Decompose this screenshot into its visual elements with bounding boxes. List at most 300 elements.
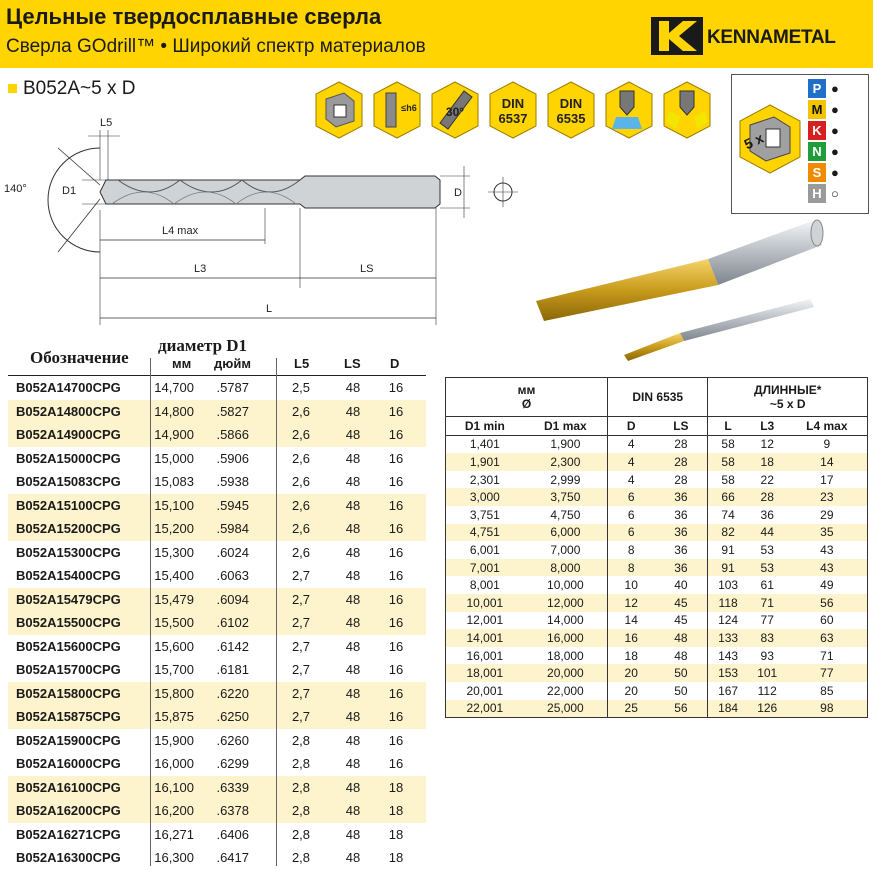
table-cell: 6 (627, 507, 635, 522)
table-cell: 43 (787, 559, 867, 577)
d1-label: D1 (62, 185, 77, 197)
table-cell: 1,401 (469, 437, 500, 452)
kennametal-logo (651, 17, 866, 55)
table-cell: .6417 (216, 850, 249, 865)
table-cell: 56 (787, 594, 867, 612)
table-cell: 48 (345, 380, 361, 395)
table-cell: 48 (345, 850, 361, 865)
table-row (446, 612, 867, 630)
table-cell: 58 (721, 437, 735, 452)
table-cell: 16 (388, 638, 404, 654)
table-row (446, 594, 867, 612)
table-cell: 53 (748, 559, 787, 577)
table-cell: 2,7 (291, 685, 311, 701)
table-cell: B052A15800CPG (16, 685, 121, 701)
table-cell: 48 (345, 521, 361, 536)
table-cell: 48 (345, 568, 361, 583)
table-cell: 2,6 (291, 450, 311, 466)
table-row (8, 564, 426, 588)
table-cell: 2,6 (291, 474, 311, 489)
table-cell: 53 (760, 542, 774, 557)
table-cell: B052A15900CPG (16, 732, 121, 748)
table-row (446, 629, 867, 647)
table-cell: 77 (787, 664, 867, 682)
table-cell: 16 (388, 497, 404, 513)
table-cell: 2,7 (291, 591, 311, 607)
table-cell: B052A15400CPG (16, 568, 121, 583)
table-cell: 14,000 (524, 612, 608, 630)
table-row (446, 453, 867, 471)
table-cell: 10,000 (524, 576, 608, 594)
table-row (8, 376, 426, 400)
material-row-s: S ● (808, 163, 854, 182)
l-label: L (266, 303, 273, 315)
table-cell: 10 (624, 578, 638, 593)
table-cell: B052A15700CPG (16, 662, 121, 677)
table-cell: 167 (718, 683, 739, 698)
table-cell: 91 (708, 559, 748, 577)
table-cell: 15,300 (154, 544, 194, 560)
table-cell: 16 (388, 450, 404, 466)
table-cell: B052A15083CPG (16, 474, 121, 489)
table-cell: .6339 (216, 779, 249, 795)
angle-label: 140° (4, 183, 27, 195)
table-row (446, 559, 867, 577)
table-cell: 25 (608, 700, 655, 718)
table-cell: .5906 (216, 450, 249, 466)
internal-coolant-icon (604, 81, 654, 139)
table-cell: 15,200 (154, 521, 194, 536)
table-cell: 2,6 (291, 403, 311, 419)
table-cell: .6181 (216, 662, 249, 677)
table-cell: 58 (721, 472, 735, 487)
table-row (446, 682, 867, 700)
table-cell: 48 (654, 647, 708, 665)
table-cell: 18 (624, 648, 638, 663)
table-cell: 48 (345, 756, 361, 771)
table-row (8, 846, 426, 870)
table-row (8, 658, 426, 682)
table-row (8, 494, 426, 518)
table-cell: .5787 (216, 380, 249, 395)
din-6535-icon: DIN 6535 (546, 81, 596, 139)
table-cell: 18 (748, 453, 787, 471)
table-cell: 2,8 (291, 850, 311, 865)
table-cell: 2,8 (291, 779, 311, 795)
table-cell: .6094 (216, 591, 249, 607)
table-cell: 20,000 (524, 664, 608, 682)
table-cell: 12 (608, 594, 655, 612)
table-cell: 18,001 (446, 664, 524, 682)
table-cell: .6063 (216, 568, 249, 583)
table-cell: .6299 (216, 756, 249, 771)
table-cell: 2,6 (291, 497, 311, 513)
table-row (8, 541, 426, 565)
table-cell: 3,750 (524, 488, 608, 506)
l4max-label: L4 max (162, 225, 199, 237)
table-cell: .5866 (216, 427, 249, 442)
table-cell: 124 (718, 613, 739, 628)
series-marker-icon (8, 84, 17, 93)
table-cell: 2,7 (291, 615, 311, 630)
table-cell: 48 (345, 662, 361, 677)
table-row (8, 400, 426, 424)
series-label: B052A~5 x D (8, 78, 136, 100)
table-cell: 48 (345, 615, 361, 630)
table-cell: B052A16300CPG (16, 850, 121, 865)
table-cell: 83 (748, 629, 787, 647)
table-cell: 20 (624, 683, 638, 698)
table-cell: 36 (654, 506, 708, 524)
table-cell: 2,7 (291, 709, 311, 724)
table-cell: B052A14800CPG (16, 403, 121, 419)
table-cell: 48 (654, 629, 708, 647)
d-label: D (454, 187, 462, 199)
table-cell: 4,751 (446, 524, 524, 542)
table-cell: B052A16271CPG (16, 826, 121, 842)
helix-30-icon: 30° (430, 81, 480, 139)
table-cell: .5827 (216, 403, 249, 419)
table-cell: 12,001 (466, 613, 504, 628)
table-cell: 2,8 (291, 732, 311, 748)
table-cell: 18,000 (524, 647, 608, 665)
table-cell: B052A15875CPG (16, 709, 121, 724)
table-cell: 48 (345, 779, 361, 795)
table-cell: .5945 (216, 497, 249, 513)
table-cell: 98 (787, 700, 867, 718)
table-cell: 9 (823, 437, 831, 452)
table-cell: B052A15500CPG (16, 615, 121, 630)
table-cell: 2,7 (291, 568, 311, 583)
table-cell: 18 (388, 850, 404, 865)
table-cell: .6260 (216, 732, 249, 748)
table-cell: 48 (345, 474, 361, 489)
table-cell: 4,750 (524, 506, 608, 524)
table-cell: 48 (345, 544, 361, 560)
table-row (446, 576, 867, 594)
table-row (8, 776, 426, 800)
table-cell: .5984 (216, 521, 249, 536)
table-cell: 10,001 (446, 594, 524, 612)
table-cell: 60 (820, 613, 834, 628)
table-cell: 25,000 (524, 700, 608, 718)
table-cell: 15,800 (154, 685, 194, 701)
table-cell: 16,300 (154, 850, 194, 865)
table-cell: .6406 (216, 826, 249, 842)
material-row-n: N ● (808, 142, 854, 161)
table-cell: 16,100 (154, 779, 194, 795)
table-cell: 2,300 (524, 453, 608, 471)
table-cell: 118 (708, 594, 748, 612)
table-cell: .6024 (216, 544, 249, 560)
table-cell: 77 (760, 613, 774, 628)
din-dimensions-table: мм Ø DIN 6535 ДЛИННЫЕ* ~5 x D D1 min D1 max D LS L L3 L4 max 1,401 1,900 4 28 58 12 9 1,901 2,300 4 28 58 18 14 2,301 2,999 4 28 58 22 17 3,000 3,750 6 36 66 28 23 3,751 4,750 6 36 74 36 29 4,751 6,000 6 36 82 44 35 6,001 7,000 8 36 91 53 43 7,001 8,000 8 36 91 53 43 8,001 10,000 10 40 103 61 49 10,001 12,000 12 45 118 71 56 12,001 14,000 14 45 124 77 60 14,001 16,000 16 48 133 83 63 16,001 18,000 18 48 143 93 71 18,001 20,000 20 50 153 101 77 20,001 22,000 20 50 167 112 85 22,001 25,000 25 56 184 126 98 (445, 377, 868, 718)
table-row (446, 647, 867, 665)
table-cell: B052A15100CPG (16, 497, 121, 513)
table-cell: 16 (388, 427, 404, 442)
table-cell: 44 (748, 524, 787, 542)
table-cell: 50 (654, 664, 708, 682)
table-cell: 4 (627, 472, 635, 487)
table-row (8, 611, 426, 635)
table-cell: 16 (388, 521, 404, 536)
table-cell: 48 (345, 709, 361, 724)
table-row (8, 682, 426, 706)
table-cell: 1,901 (446, 453, 524, 471)
table-cell: 16 (388, 544, 404, 560)
table-cell: 3,000 (446, 488, 524, 506)
table-cell: 4 (608, 453, 655, 471)
table-cell: 18 (388, 826, 404, 842)
table-cell: 36 (760, 507, 774, 522)
table-cell: 28 (748, 488, 787, 506)
external-coolant-icon (662, 81, 712, 139)
table-cell: 2,8 (291, 826, 311, 842)
table-cell: 4 (627, 437, 635, 452)
table-cell: 12 (760, 437, 774, 452)
table-row (446, 664, 867, 682)
table-cell: 6 (608, 488, 655, 506)
table-cell: 45 (654, 594, 708, 612)
table-cell: 16 (388, 380, 404, 395)
page-subtitle: Сверла GOdrill™ • Широкий спектр материалов (6, 36, 426, 57)
header-banner (0, 0, 873, 68)
table-cell: 28 (654, 471, 708, 489)
table-cell: 7,000 (524, 541, 608, 559)
brand-name: KENNAMETAL (707, 27, 836, 48)
table-row (8, 729, 426, 753)
table-row (8, 588, 426, 612)
table-cell: 6,001 (469, 542, 500, 557)
table-cell: 48 (345, 427, 361, 442)
table-cell: 17 (820, 472, 834, 487)
table-cell: 20,001 (466, 683, 504, 698)
table-cell: .5938 (216, 474, 249, 489)
table-cell: 23 (787, 488, 867, 506)
table-cell: 48 (345, 403, 361, 419)
table-cell: 2,8 (291, 756, 311, 771)
table-cell: B052A15000CPG (16, 450, 121, 466)
table-cell: 184 (708, 700, 748, 718)
table-cell: 16 (388, 756, 404, 771)
table-cell: B052A16100CPG (16, 779, 121, 795)
table-row (8, 823, 426, 847)
table-cell: B052A16200CPG (16, 803, 121, 818)
din-6537-icon: DIN 6537 (488, 81, 538, 139)
ls-label: LS (360, 263, 374, 275)
table-cell: 15,600 (154, 638, 194, 654)
table-cell: B052A15300CPG (16, 544, 121, 560)
table-cell: 16 (388, 474, 404, 489)
table-cell: 15,700 (154, 662, 194, 677)
table-row (446, 471, 867, 489)
table-cell: 2,6 (291, 427, 311, 442)
table-cell: 101 (748, 664, 787, 682)
table-cell: 61 (760, 578, 774, 593)
table-cell: 66 (708, 488, 748, 506)
table-cell: 3,751 (469, 507, 500, 522)
din-table-header-row: D1 min D1 max D LS L L3 L4 max (446, 417, 867, 436)
table-row (8, 799, 426, 823)
table-cell: 14,900 (154, 427, 194, 442)
table-cell: 56 (654, 700, 708, 718)
table-cell: 2,5 (291, 380, 311, 395)
table-cell: 48 (345, 803, 361, 818)
table-row (8, 447, 426, 471)
table-cell: 43 (820, 542, 834, 557)
table-cell: 6 (608, 524, 655, 542)
table-cell: 48 (345, 450, 361, 466)
table-cell: 18 (388, 803, 404, 818)
table-cell: B052A16000CPG (16, 756, 121, 771)
table-cell: 8,000 (524, 559, 608, 577)
table-cell: 16 (388, 709, 404, 724)
table-cell: 8 (608, 559, 655, 577)
table-cell: 16,000 (154, 756, 194, 771)
table-cell: 85 (820, 683, 834, 698)
table-cell: 15,875 (154, 709, 194, 724)
table-cell: 36 (654, 524, 708, 542)
table-cell: 63 (787, 629, 867, 647)
table-cell: 48 (345, 732, 361, 748)
page-title: Цельные твердосплавные сверла (6, 4, 382, 29)
material-row-m: M ● (808, 100, 854, 119)
table-cell: .6142 (216, 638, 249, 654)
table-cell: 16 (388, 568, 404, 583)
table-cell: 16 (388, 615, 404, 630)
l3-label: L3 (194, 263, 207, 275)
table-cell: 14,800 (154, 403, 194, 419)
table-cell: 16 (388, 403, 404, 419)
table-cell: 16 (608, 629, 655, 647)
table-row (446, 506, 867, 524)
table-cell: 16,001 (466, 648, 504, 663)
table-cell: 91 (721, 542, 735, 557)
table-cell: .6378 (216, 803, 249, 818)
table-cell: 48 (345, 685, 361, 701)
table-cell: .6102 (216, 615, 249, 630)
table-cell: 14 (624, 613, 638, 628)
table-cell: 22,001 (446, 700, 524, 718)
table-row (8, 705, 426, 729)
table-row (8, 470, 426, 494)
table-cell: 22,000 (524, 682, 608, 700)
table-cell: 48 (345, 638, 361, 654)
table-cell: 29 (820, 507, 834, 522)
table-cell: 8,001 (469, 578, 500, 593)
table-cell: .6250 (216, 709, 249, 724)
table-row (8, 752, 426, 776)
table-cell: 1,900 (524, 435, 608, 453)
table-cell: 16,200 (154, 803, 194, 818)
table-row (446, 541, 867, 559)
table-row (8, 635, 426, 659)
table-cell: 14 (787, 453, 867, 471)
table-cell: 16 (388, 662, 404, 677)
drill-product-photo (530, 215, 830, 365)
table-cell: 93 (760, 648, 774, 663)
table-cell: 18 (388, 779, 404, 795)
table-cell: 2,7 (291, 662, 311, 677)
table-cell: 2,7 (291, 638, 311, 654)
table-cell: 45 (654, 612, 708, 630)
table-cell: 12,000 (524, 594, 608, 612)
table-cell: 50 (654, 682, 708, 700)
material-row-h: H ○ (808, 184, 854, 203)
material-row-p: P ● (808, 79, 854, 98)
table-cell: 48 (345, 497, 361, 513)
table-cell: 15,000 (154, 450, 194, 466)
table-cell: 15,500 (154, 615, 194, 630)
table-cell: 15,479 (154, 591, 194, 607)
table-row (446, 488, 867, 506)
table-cell: 2,8 (291, 803, 311, 818)
table-cell: 2,999 (524, 471, 608, 489)
table-cell: B052A14900CPG (16, 427, 121, 442)
table-cell: 16 (388, 685, 404, 701)
table-cell: 16 (388, 732, 404, 748)
drill-technical-drawing (0, 100, 530, 340)
table-cell: 71 (820, 648, 834, 663)
table-cell: 2,6 (291, 544, 311, 560)
table-cell: 82 (708, 524, 748, 542)
table-cell: 143 (718, 648, 739, 663)
table-cell: B052A15600CPG (16, 638, 121, 654)
table-cell: .6220 (216, 685, 249, 701)
table-cell: 8 (627, 542, 635, 557)
kennametal-k-icon (651, 17, 703, 55)
table-cell: 2,6 (291, 521, 311, 536)
table-cell: B052A15479CPG (16, 591, 121, 607)
table-cell: 16,000 (524, 629, 608, 647)
table-cell: 74 (721, 507, 735, 522)
table-cell: 22 (760, 472, 774, 487)
table-cell: 48 (345, 591, 361, 607)
table-row (8, 423, 426, 447)
table-cell: 49 (820, 578, 834, 593)
table-cell: 6,000 (524, 524, 608, 542)
table-cell: 15,400 (154, 568, 194, 583)
table-row (446, 700, 867, 718)
table-cell: 58 (708, 453, 748, 471)
table-cell: 15,083 (154, 474, 194, 489)
table-cell: 14,001 (446, 629, 524, 647)
h6-tolerance-icon: ≤h6 (372, 81, 422, 139)
table-cell: 48 (345, 826, 361, 842)
table-cell: B052A15200CPG (16, 521, 121, 536)
material-row-k: K ● (808, 121, 854, 140)
table-cell: 153 (708, 664, 748, 682)
table-cell: B052A14700CPG (16, 380, 121, 395)
table-cell: 16,271 (154, 826, 194, 842)
table-cell: 36 (654, 541, 708, 559)
table-cell: 126 (748, 700, 787, 718)
table-cell: 133 (708, 629, 748, 647)
table-cell: 71 (748, 594, 787, 612)
table-row (8, 517, 426, 541)
table-cell: 36 (654, 488, 708, 506)
table-cell: 20 (608, 664, 655, 682)
table-cell: 35 (787, 524, 867, 542)
table-cell: 28 (654, 453, 708, 471)
table-cell: 40 (654, 576, 708, 594)
table-cell: 15,900 (154, 732, 194, 748)
table-row (446, 435, 867, 453)
table-cell: 16 (388, 591, 404, 607)
table-cell: 36 (654, 559, 708, 577)
table-cell: 112 (757, 683, 777, 698)
table-cell: 15,100 (154, 497, 194, 513)
